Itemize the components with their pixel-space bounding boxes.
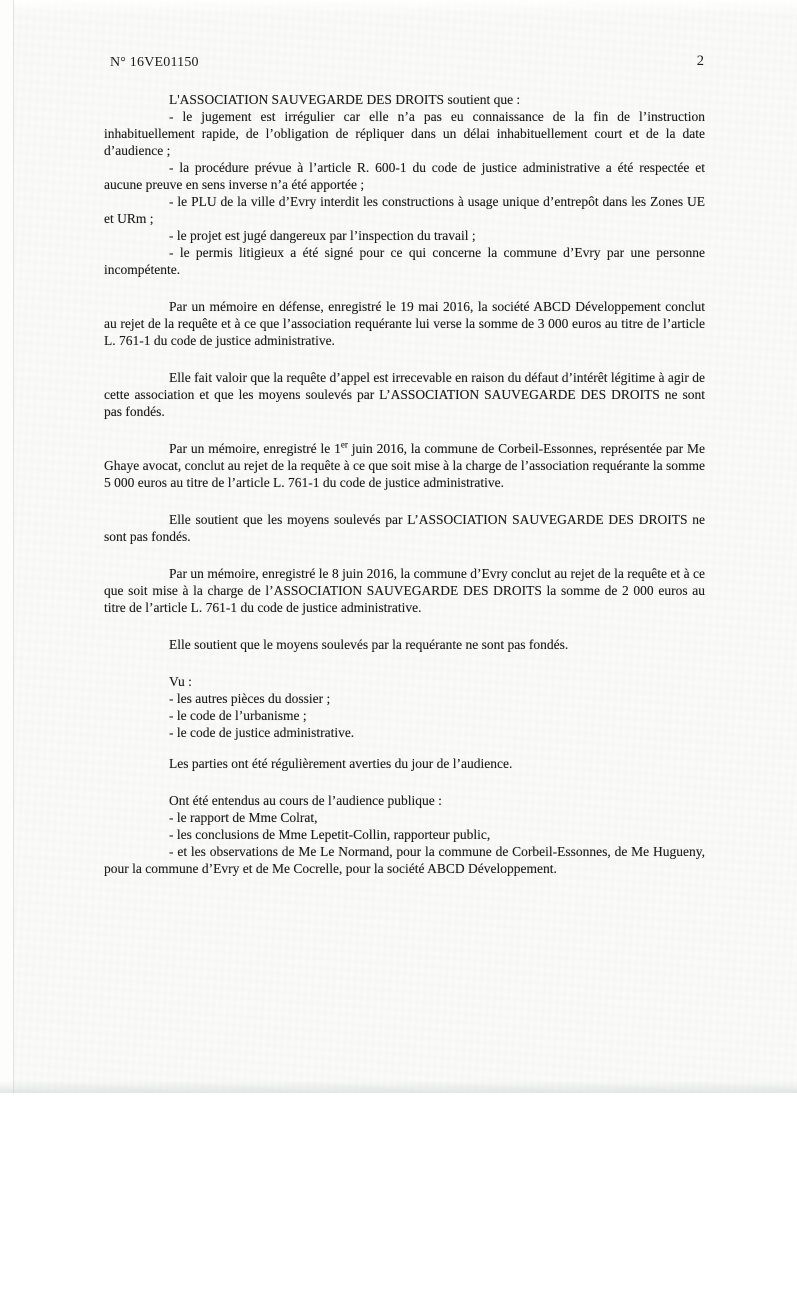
audience-intro-line: Ont été entendus au cours de l’audience publique : bbox=[169, 793, 442, 808]
claim-item: - le projet est jugé dangereux par l’inspection du travail ; bbox=[169, 228, 476, 243]
claim-item: - le PLU de la ville d’Evry interdit les constructions à usage unique d’entrepôt dans les Zones UE et URm ; bbox=[104, 194, 705, 226]
memoire-corbeil-text-post: juin 2016, la commune de Corbeil-Essonnes, représentée par Me Ghaye avocat, conclut au rejet de la requête à ce que soit mise à la charge de l’association requérante la somme 5 000 euros au titre de l’article L. 761-1 du code de justice administrative. bbox=[104, 441, 705, 490]
page-background-below-scan bbox=[0, 1093, 797, 1314]
memoire-corbeil-paragraph bbox=[104, 440, 705, 491]
claim-item: - le permis litigieux a été signé pour ce qui concerne la commune d’Evry par une personne incompétente. bbox=[104, 245, 705, 277]
claims-intro-paragraph: L'ASSOCIATION SAUVEGARDE DES DROITS soutient que : bbox=[169, 92, 521, 107]
claim-item: - la procédure prévue à l’article R. 600-1 du code de justice administrative a été respectée et aucune preuve en sens inverse n’a été apportée ; bbox=[104, 160, 705, 192]
vu-item: - le code de l’urbanisme ; bbox=[169, 708, 307, 723]
vu-item: - le code de justice administrative. bbox=[169, 725, 355, 740]
elle-soutient-evry-paragraph: Elle soutient que le moyens soulevés par la requérante ne sont pas fondés. bbox=[169, 637, 569, 652]
document-body bbox=[104, 91, 705, 877]
memoire-evry-paragraph: Par un mémoire, enregistré le 8 juin 2016, la commune d’Evry conclut au rejet de la requête et à ce que soit mise à la charge de l’ASSOCIATION SAUVEGARDE DES DROITS la somme de 2 000 euros au titre de l’article L. 761-1 du code de justice administrative. bbox=[104, 566, 705, 615]
scan-left-edge-strip bbox=[0, 0, 13, 1093]
audience-item: - et les observations de Me Le Normand, pour la commune de Corbeil-Essonnes, de Me Hugueny, pour la commune d’Evry et de Me Cocrelle, pour la société ABCD Développement. bbox=[104, 844, 705, 876]
elle-soutient-corbeil-paragraph: Elle soutient que les moyens soulevés par L’ASSOCIATION SAUVEGARDE DES DROITS ne sont pas fondés. bbox=[104, 512, 705, 544]
page-number: 2 bbox=[696, 53, 704, 69]
audience-item: - le rapport de Mme Colrat, bbox=[169, 810, 318, 825]
ordinal-superscript: er bbox=[340, 439, 348, 450]
memoire-abcd-paragraph: Par un mémoire en défense, enregistré le 19 mai 2016, la société ABCD Développement conclut au rejet de la requête et à ce que l’association requérante lui verse la somme de 3 000 euros au titre de l’article L. 761-1 du code de justice administrative. bbox=[104, 299, 705, 348]
parties-averties-paragraph: Les parties ont été régulièrement averties du jour de l’audience. bbox=[169, 756, 513, 771]
scan-left-edge-line bbox=[13, 0, 14, 1093]
vu-intro-line: Vu : bbox=[169, 674, 192, 689]
claim-item: - le jugement est irrégulier car elle n’a pas eu connaissance de la fin de l’instruction inhabituellement rapide, de l’obligation de répliquer dans un délai inhabituellement court et de la date d’audience ; bbox=[104, 109, 705, 158]
audience-item: - les conclusions de Mme Lepetit-Collin, rapporteur public, bbox=[169, 827, 491, 842]
case-number: N° 16VE01150 bbox=[110, 55, 199, 70]
elle-fait-valoir-paragraph: Elle fait valoir que la requête d’appel est irrecevable en raison du défaut d’intérêt légitime à agir de cette association et que les moyens soulevés par L’ASSOCIATION SAUVEGARDE DES DROITS ne sont pas fondés. bbox=[104, 370, 705, 419]
vu-item: - les autres pièces du dossier ; bbox=[169, 691, 331, 706]
memoire-corbeil-text-pre: Par un mémoire, enregistré le 1 bbox=[169, 441, 341, 456]
